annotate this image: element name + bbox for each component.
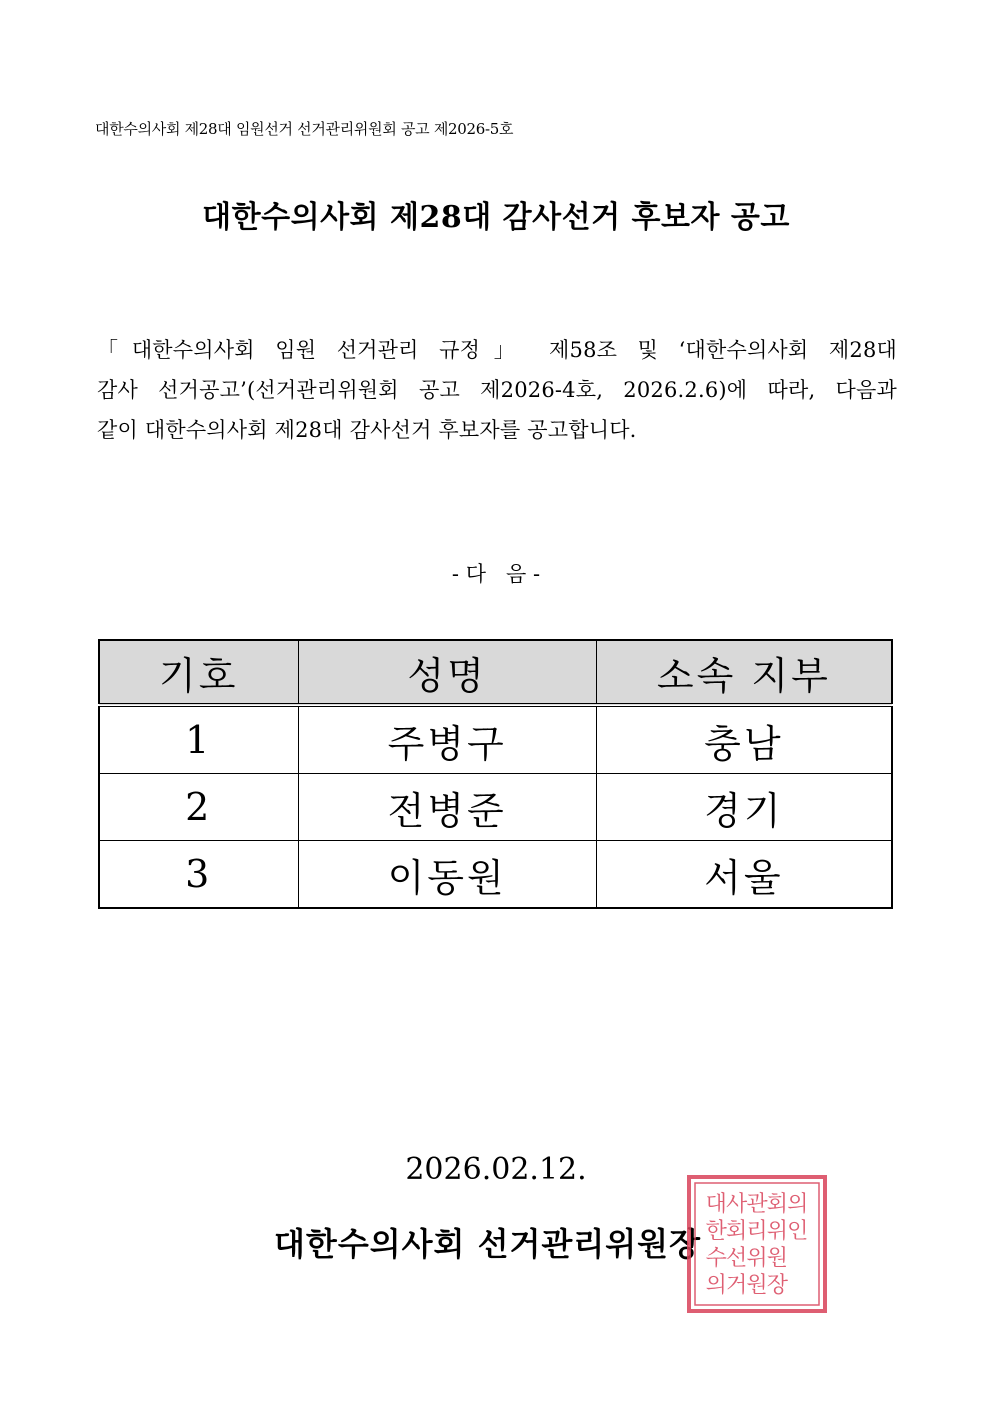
candidate-name: 주병구 [298,705,596,774]
seal-glyph: 대 [705,1192,727,1218]
table-row [99,774,892,841]
seal-glyph: 회 [766,1192,789,1218]
notice-body [97,330,897,450]
table-row [99,841,892,909]
candidate-number: 2 [99,774,298,841]
page-title: 대한수의사회 제28대 감사선거 후보자 공고 [202,200,790,235]
candidate-number: 1 [99,705,298,774]
candidate-branch: 충남 [596,705,892,774]
seal-glyph: 선 [725,1246,748,1272]
seal-glyph: 거 [725,1273,748,1299]
seal-glyph: 장 [766,1273,789,1299]
notice-reference: 대한수의사회 제28대 임원선거 선거관리위원회 공고 제2026-5호 [95,120,514,138]
seal-glyph: 회 [725,1219,748,1245]
candidate-name: 이동원 [298,841,596,909]
seal-glyph: 한 [705,1219,727,1245]
header-branch: 소속 지부 [596,640,892,705]
section-separator: - 다 음 - [451,562,541,586]
seal-glyph: 원 [766,1246,789,1272]
candidate-branch: 서울 [596,841,892,909]
seal-glyph: 수 [705,1246,727,1272]
seal-glyph: 관 [746,1192,768,1218]
official-seal-icon [686,1174,828,1314]
body-line: 같이 대한수의사회 제28대 감사선거 후보자를 공고합니다. [97,418,637,442]
notice-date: 2026.02.12. [405,1152,587,1187]
candidate-table [98,639,893,909]
header-number: 기호 [99,640,298,705]
seal-glyph: 의 [787,1192,809,1218]
seal-glyph: 원 [746,1273,768,1299]
signatory: 대한수의사회 선거관리위원장 [274,1225,701,1263]
candidate-number: 3 [99,841,298,909]
seal-glyph: 의 [705,1273,727,1299]
seal-glyph: 리 [746,1219,768,1245]
table-header-row [99,640,892,705]
body-line: 「대한수의사회 임원 선거관리 규정」 제58조 및 ‘대한수의사회 제28대 [97,338,897,362]
table-row [99,705,892,774]
candidate-name: 전병준 [298,774,596,841]
seal-glyph: 인 [787,1219,809,1245]
seal-glyph: 사 [725,1192,748,1218]
candidate-branch: 경기 [596,774,892,841]
seal-glyph: 위 [766,1219,789,1245]
seal-glyph: 위 [746,1246,768,1272]
body-line: 감사 선거공고’(선거관리위원회 공고 제2026-4호, 2026.2.6)에 따라, 다음과 [97,378,897,402]
header-name: 성명 [298,640,596,705]
